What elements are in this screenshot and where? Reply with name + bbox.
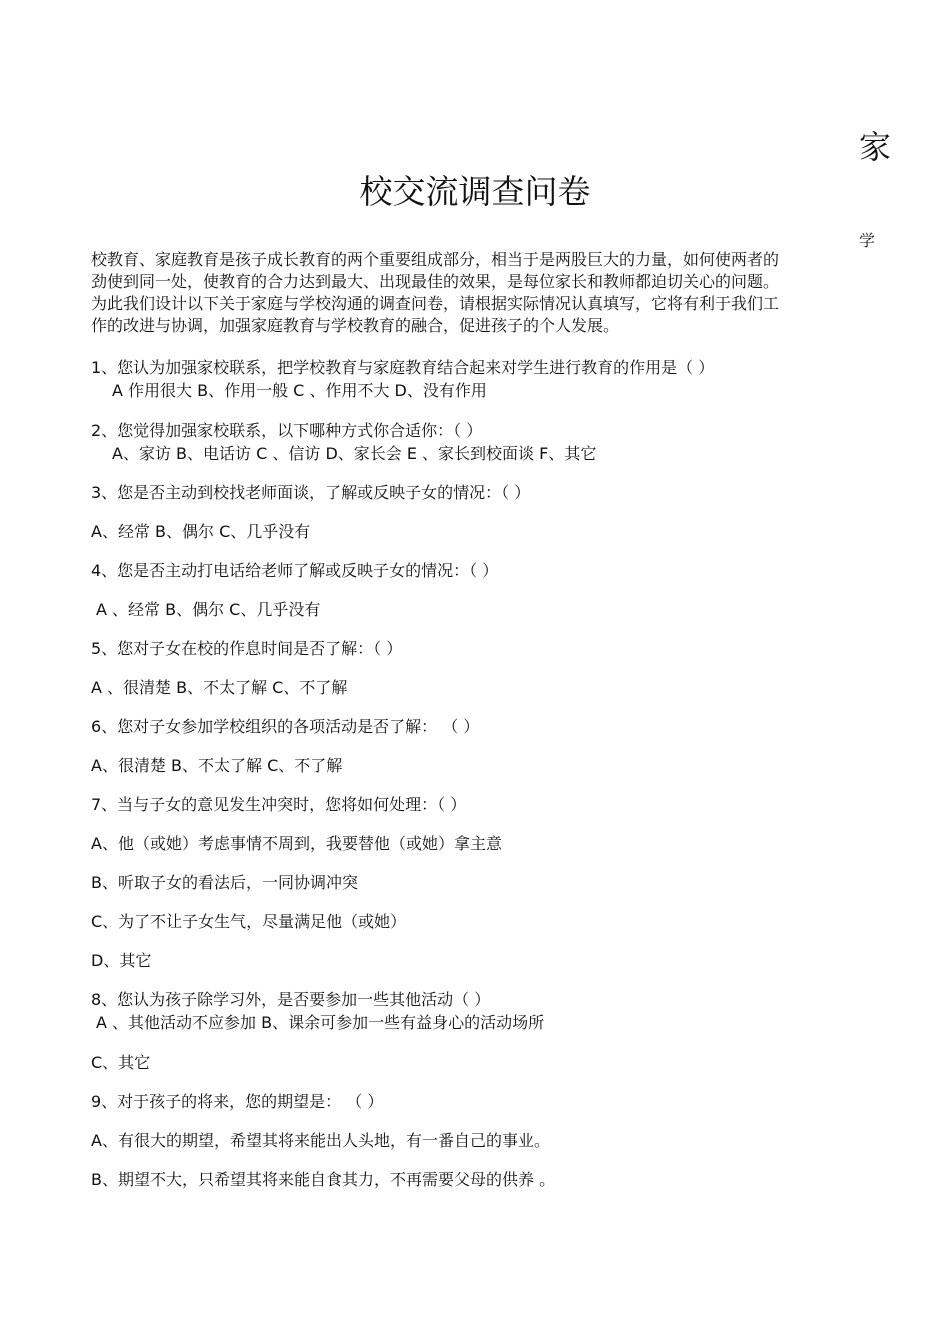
intro-line: 作的改进与协调，加强家庭教育与学校教育的融合，促进孩子的个人发展。 (91, 316, 620, 335)
intro-line: 为此我们设计以下关于家庭与学校沟通的调查问卷，请根据实际情况认真填写，它将有利于我们工 (91, 294, 780, 313)
question-8: 8、您认为孩子除学习外，是否要参加一些其他活动（ ） (91, 990, 491, 1009)
intro-line: 劲使到同一处，使教育的合力达到最大、出现最佳的效果，是每位家长和教师都迫切关心的问题。 (91, 272, 780, 291)
question-2-options: A、家访 B、电话访 C 、信访 D、家长会 E 、家长到校面谈 F、其它 (112, 444, 597, 463)
intro-line: 校教育、家庭教育是孩子成长教育的两个重要组成部分，相当于是两股巨大的力量，如何使两者的 (91, 250, 780, 269)
question-7-option-a: A、他（或她）考虑事情不周到，我要替他（或她）拿主意 (91, 834, 502, 853)
question-5: 5、您对子女在校的作息时间是否了解：（ ） (91, 639, 403, 658)
question-7: 7、当与子女的意见发生冲突时，您将如何处理：（ ） (91, 795, 467, 814)
question-7-option-c: C、为了不让子女生气，尽量满足他（或她） (91, 912, 407, 931)
question-8-option-c: C、其它 (91, 1053, 151, 1072)
question-8-options: A 、其他活动不应参加 B、课余可参加一些有益身心的活动场所 (96, 1013, 545, 1032)
question-7-option-b: B、听取子女的看法后，一同协调冲突 (91, 873, 358, 892)
question-6-options: A、很清楚 B、不太了解 C、不了解 (91, 756, 343, 775)
question-1: 1、您认为加强家校联系，把学校教育与家庭教育结合起来对学生进行教育的作用是（ ） (91, 358, 715, 377)
page-title: 校交流调查问卷 (359, 172, 591, 211)
question-2: 2、您觉得加强家校联系，以下哪种方式你合适你：（ ） (91, 421, 483, 440)
question-4: 4、您是否主动打电话给老师了解或反映子女的情况：（ ） (91, 561, 499, 580)
question-3-options: A、经常 B、偶尔 C、几乎没有 (91, 522, 311, 541)
question-7-option-d: D、其它 (91, 951, 152, 970)
question-9-option-b: B、期望不大，只希望其将来能自食其力，不再需要父母的供养 。 (91, 1170, 556, 1189)
question-5-options: A 、很清楚 B、不太了解 C、不了解 (91, 678, 348, 697)
question-3: 3、您是否主动到校找老师面谈，了解或反映子女的情况：（ ） (91, 483, 531, 502)
question-6: 6、您对子女参加学校组织的各项活动是否了解： （ ） (91, 717, 480, 736)
question-4-options: A 、经常 B、偶尔 C、几乎没有 (96, 600, 321, 619)
question-1-options: A 作用很大 B、作用一般 C 、作用不大 D、没有作用 (112, 381, 487, 400)
side-char: 学 (859, 231, 876, 250)
question-9: 9、对于孩子的将来，您的期望是： （ ） (91, 1092, 384, 1111)
intro-paragraph (91, 249, 851, 337)
question-9-option-a: A、有很大的期望，希望其将来能出人头地，有一番自己的事业。 (91, 1131, 550, 1150)
title-first-char: 家 (859, 128, 892, 166)
